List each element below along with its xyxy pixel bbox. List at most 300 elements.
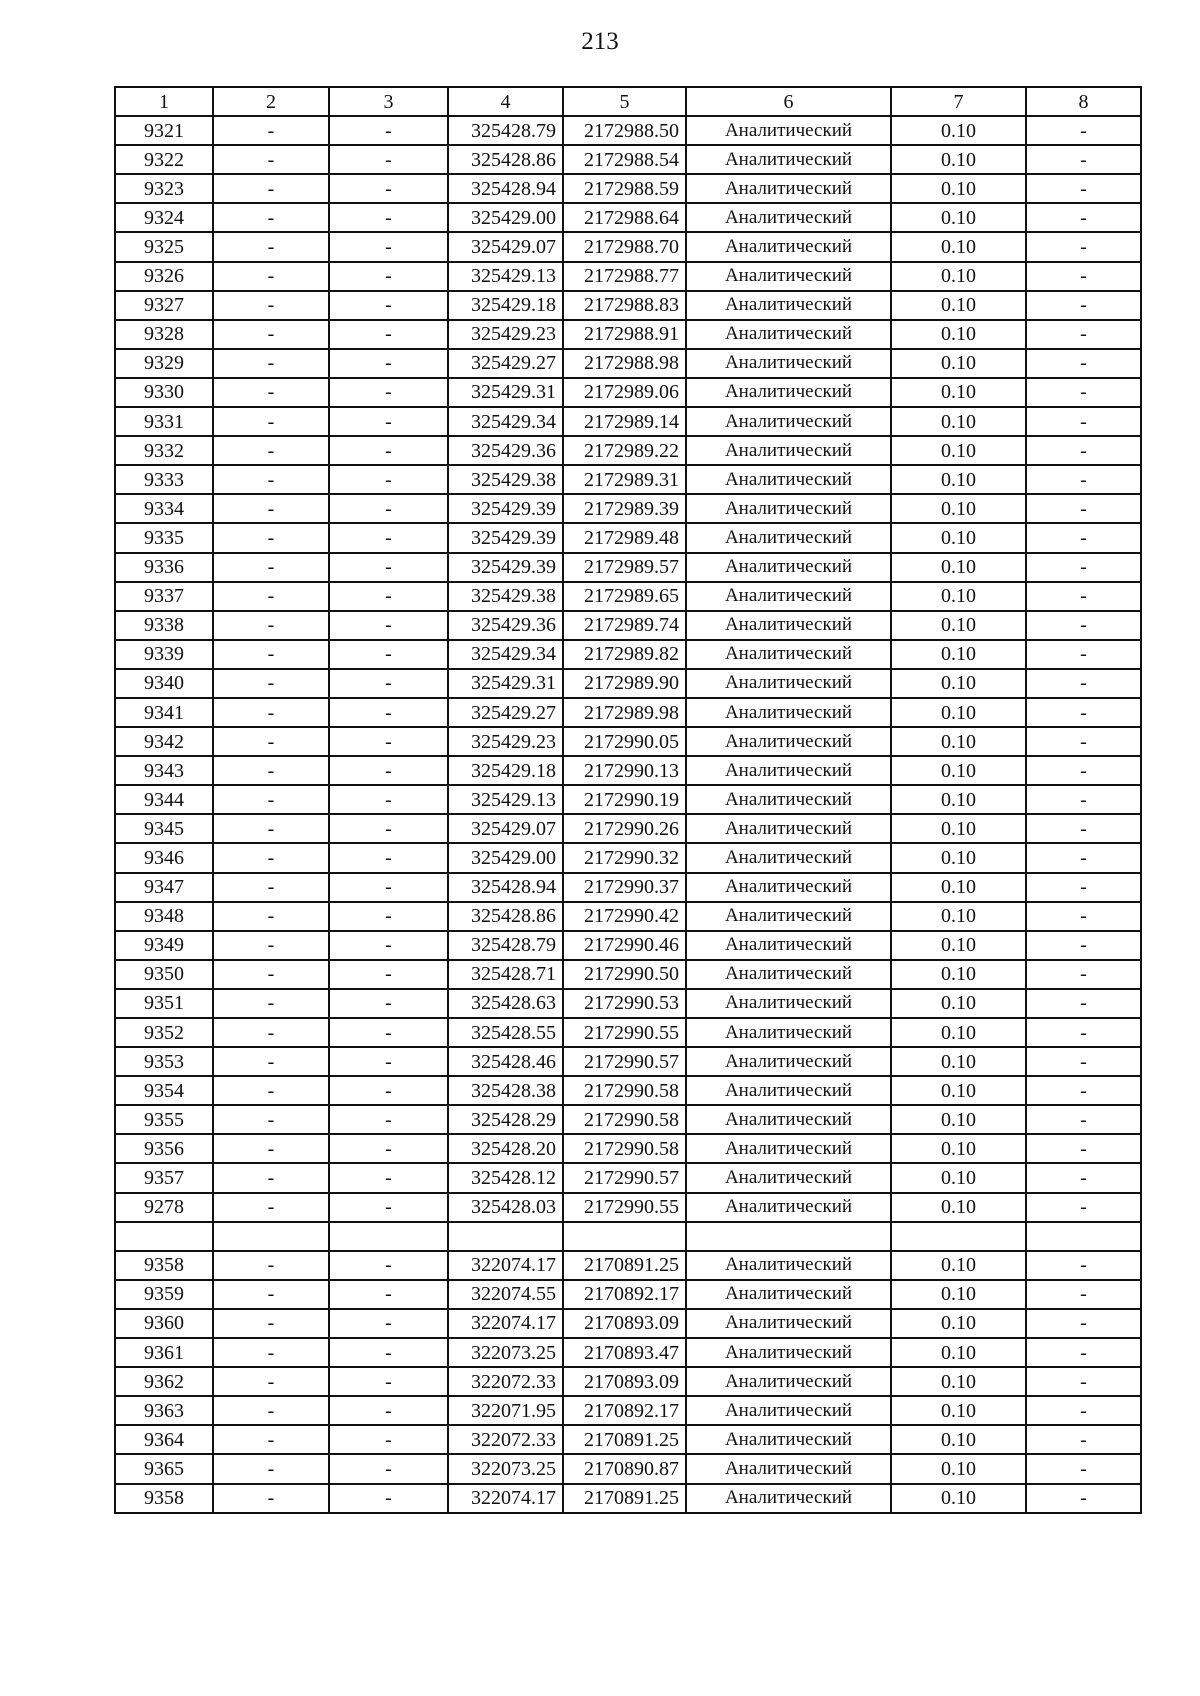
table-cell-col-2: - (213, 1367, 329, 1396)
table-cell-col-7: 0.10 (891, 1425, 1026, 1454)
table-cell-col-1: 9350 (115, 960, 213, 989)
table-cell-col-8: - (1026, 582, 1141, 611)
table-cell-col-4: 325428.29 (448, 1105, 563, 1134)
table-cell-col-5: 2172989.22 (563, 436, 686, 465)
table-cell-col-4: 325429.31 (448, 378, 563, 407)
table-cell-col-2: - (213, 1018, 329, 1047)
table-cell-col-6: Аналитический (686, 582, 891, 611)
table-row (115, 756, 1141, 785)
table-row (115, 582, 1141, 611)
table-row (115, 1163, 1141, 1192)
table-cell-col-5: 2172990.58 (563, 1076, 686, 1105)
table-cell-col-7: 0.10 (891, 1251, 1026, 1280)
table-row (115, 116, 1141, 145)
table-cell-col-5: 2170892.17 (563, 1396, 686, 1425)
table-row (115, 465, 1141, 494)
table-cell-col-8: - (1026, 902, 1141, 931)
table-row (115, 1076, 1141, 1105)
table-cell-col-8: - (1026, 523, 1141, 552)
table-cell-col-4: 325428.94 (448, 873, 563, 902)
table-cell-col-7: 0.10 (891, 436, 1026, 465)
table-cell-col-1: 9352 (115, 1018, 213, 1047)
table-cell-col-1: 9339 (115, 640, 213, 669)
table-cell-col-4: 325428.79 (448, 116, 563, 145)
table-row (115, 1047, 1141, 1076)
table-cell-col-2: - (213, 1105, 329, 1134)
column-header-3: 3 (329, 87, 448, 116)
table-cell-col-6: Аналитический (686, 873, 891, 902)
table-cell-col-3: - (329, 1396, 448, 1425)
table-row (115, 436, 1141, 465)
table-cell-col-2: - (213, 1251, 329, 1280)
table-cell-col-2: - (213, 1338, 329, 1367)
table-cell-col-2: - (213, 756, 329, 785)
table-cell-col-3: - (329, 785, 448, 814)
table-cell-col-2: - (213, 1454, 329, 1483)
table-cell-col-5: 2172989.57 (563, 553, 686, 582)
table-cell-col-5: 2172988.59 (563, 174, 686, 203)
table-cell-col-8: - (1026, 174, 1141, 203)
table-cell-col-7: 0.10 (891, 116, 1026, 145)
table-cell-col-5: 2170891.25 (563, 1484, 686, 1513)
table-cell-col-8: - (1026, 1338, 1141, 1367)
table-row (115, 931, 1141, 960)
table-cell-col-8: - (1026, 669, 1141, 698)
table-cell-col-4: 325429.36 (448, 611, 563, 640)
table-cell-col-6 (686, 1222, 891, 1251)
table-cell-col-3: - (329, 494, 448, 523)
table-cell-col-2: - (213, 1425, 329, 1454)
table-cell-col-4: 322074.17 (448, 1251, 563, 1280)
table-row (115, 698, 1141, 727)
table-cell-col-7: 0.10 (891, 291, 1026, 320)
table-cell-col-3: - (329, 1018, 448, 1047)
table-cell-col-4: 325429.23 (448, 727, 563, 756)
table-cell-col-2: - (213, 843, 329, 872)
table-cell-col-1: 9348 (115, 902, 213, 931)
table-cell-col-6: Аналитический (686, 145, 891, 174)
table-cell-col-3: - (329, 756, 448, 785)
table-cell-col-8: - (1026, 407, 1141, 436)
table-row (115, 843, 1141, 872)
table-cell-col-3: - (329, 523, 448, 552)
table-cell-col-1: 9328 (115, 320, 213, 349)
table-cell-col-1: 9323 (115, 174, 213, 203)
table-cell-col-3: - (329, 436, 448, 465)
table-cell-col-8: - (1026, 1105, 1141, 1134)
table-cell-col-4: 322072.33 (448, 1425, 563, 1454)
table-cell-col-2: - (213, 1134, 329, 1163)
table-cell-col-1: 9351 (115, 989, 213, 1018)
table-row (115, 553, 1141, 582)
table-cell-col-5 (563, 1222, 686, 1251)
table-cell-col-7: 0.10 (891, 669, 1026, 698)
table-cell-col-1: 9361 (115, 1338, 213, 1367)
table-cell-col-6: Аналитический (686, 611, 891, 640)
table-header-row (115, 87, 1141, 116)
table-row (115, 378, 1141, 407)
table-cell-col-8: - (1026, 232, 1141, 261)
table-cell-col-4: 325428.38 (448, 1076, 563, 1105)
table-cell-col-5: 2170893.09 (563, 1367, 686, 1396)
table-cell-col-1 (115, 1222, 213, 1251)
table-cell-col-2: - (213, 727, 329, 756)
table-cell-col-7: 0.10 (891, 232, 1026, 261)
table-cell-col-8: - (1026, 1484, 1141, 1513)
table-cell-col-3: - (329, 931, 448, 960)
table-cell-col-1: 9345 (115, 814, 213, 843)
table-cell-col-8: - (1026, 1367, 1141, 1396)
table-cell-col-8: - (1026, 756, 1141, 785)
table-cell-col-3: - (329, 1367, 448, 1396)
table-cell-col-8: - (1026, 814, 1141, 843)
table-cell-col-4: 325428.86 (448, 145, 563, 174)
table-cell-col-7: 0.10 (891, 1134, 1026, 1163)
table-cell-col-7: 0.10 (891, 553, 1026, 582)
table-row (115, 640, 1141, 669)
table-cell-col-1: 9322 (115, 145, 213, 174)
table-cell-col-6: Аналитический (686, 960, 891, 989)
table-cell-col-5: 2172990.58 (563, 1105, 686, 1134)
table-cell-col-7: 0.10 (891, 1047, 1026, 1076)
table-cell-col-1: 9329 (115, 349, 213, 378)
table-cell-col-4: 325428.86 (448, 902, 563, 931)
table-cell-col-2 (213, 1222, 329, 1251)
table-cell-col-7: 0.10 (891, 465, 1026, 494)
table-cell-col-6: Аналитический (686, 407, 891, 436)
table-cell-col-1: 9344 (115, 785, 213, 814)
table-cell-col-2: - (213, 873, 329, 902)
table-cell-col-2: - (213, 698, 329, 727)
table-row (115, 262, 1141, 291)
table-cell-col-6: Аналитический (686, 523, 891, 552)
table-cell-col-4: 325429.00 (448, 843, 563, 872)
table-cell-col-5: 2172989.82 (563, 640, 686, 669)
page-number: 213 (581, 28, 619, 55)
table-cell-col-3: - (329, 1193, 448, 1222)
table-cell-col-5: 2172990.55 (563, 1018, 686, 1047)
table-cell-col-5: 2172990.53 (563, 989, 686, 1018)
table-cell-col-4: 325428.20 (448, 1134, 563, 1163)
table-cell-col-4: 325429.36 (448, 436, 563, 465)
table-cell-col-7: 0.10 (891, 262, 1026, 291)
table-cell-col-4: 325429.39 (448, 523, 563, 552)
table-cell-col-2: - (213, 902, 329, 931)
table-row (115, 407, 1141, 436)
table-cell-col-4: 325429.38 (448, 465, 563, 494)
table-cell-col-2: - (213, 291, 329, 320)
table-cell-col-3: - (329, 1309, 448, 1338)
table-cell-col-1: 9278 (115, 1193, 213, 1222)
table-cell-col-8 (1026, 1222, 1141, 1251)
table-cell-col-5: 2172988.50 (563, 116, 686, 145)
table-cell-col-3: - (329, 1280, 448, 1309)
table-cell-col-3: - (329, 814, 448, 843)
table-cell-col-5: 2172988.70 (563, 232, 686, 261)
table-cell-col-2: - (213, 116, 329, 145)
table-cell-col-7: 0.10 (891, 582, 1026, 611)
table-row (115, 727, 1141, 756)
table-cell-col-5: 2170890.87 (563, 1454, 686, 1483)
table-cell-col-2: - (213, 465, 329, 494)
table-cell-col-6: Аналитический (686, 1454, 891, 1483)
table-cell-col-8: - (1026, 727, 1141, 756)
table-cell-col-3: - (329, 1163, 448, 1192)
table-row (115, 1425, 1141, 1454)
table-cell-col-1: 9357 (115, 1163, 213, 1192)
table-cell-col-7: 0.10 (891, 349, 1026, 378)
table-cell-col-1: 9346 (115, 843, 213, 872)
table-cell-col-5: 2170891.25 (563, 1425, 686, 1454)
table-cell-col-1: 9337 (115, 582, 213, 611)
table-cell-col-3: - (329, 843, 448, 872)
column-header-7: 7 (891, 87, 1026, 116)
table-cell-col-7: 0.10 (891, 611, 1026, 640)
table-row (115, 1134, 1141, 1163)
table-cell-col-3: - (329, 873, 448, 902)
table-cell-col-5: 2172990.57 (563, 1047, 686, 1076)
table-cell-col-6: Аналитический (686, 174, 891, 203)
table-cell-col-1: 9325 (115, 232, 213, 261)
table-cell-col-5: 2172990.57 (563, 1163, 686, 1192)
table-row (115, 669, 1141, 698)
table-cell-col-4: 325429.07 (448, 814, 563, 843)
table-cell-col-1: 9332 (115, 436, 213, 465)
column-header-1: 1 (115, 87, 213, 116)
table-cell-col-1: 9358 (115, 1484, 213, 1513)
table-cell-col-3: - (329, 1134, 448, 1163)
table-cell-col-7: 0.10 (891, 203, 1026, 232)
table-cell-col-8: - (1026, 1193, 1141, 1222)
table-row (115, 291, 1141, 320)
table-cell-col-2: - (213, 960, 329, 989)
table-cell-col-4: 322073.25 (448, 1338, 563, 1367)
table-row (115, 1396, 1141, 1425)
table-cell-col-7: 0.10 (891, 902, 1026, 931)
table-cell-col-5: 2172988.64 (563, 203, 686, 232)
table-cell-col-2: - (213, 494, 329, 523)
table-cell-col-5: 2170893.09 (563, 1309, 686, 1338)
table-cell-col-2: - (213, 1163, 329, 1192)
table-cell-col-5: 2172988.54 (563, 145, 686, 174)
table-cell-col-8: - (1026, 960, 1141, 989)
table-cell-col-4: 325428.46 (448, 1047, 563, 1076)
table-cell-col-5: 2172989.90 (563, 669, 686, 698)
table-cell-col-3: - (329, 1454, 448, 1483)
table-cell-col-7: 0.10 (891, 407, 1026, 436)
table-cell-col-1: 9336 (115, 553, 213, 582)
table-cell-col-2: - (213, 174, 329, 203)
table-cell-col-2: - (213, 349, 329, 378)
coordinates-table (114, 86, 1142, 1514)
table-row (115, 989, 1141, 1018)
table-cell-col-4: 322072.33 (448, 1367, 563, 1396)
table-cell-col-1: 9353 (115, 1047, 213, 1076)
table-cell-col-2: - (213, 378, 329, 407)
table-cell-col-3: - (329, 640, 448, 669)
table-cell-col-3: - (329, 174, 448, 203)
table-cell-col-3: - (329, 611, 448, 640)
table-cell-col-7: 0.10 (891, 843, 1026, 872)
table-cell-col-1: 9358 (115, 1251, 213, 1280)
table-cell-col-2: - (213, 262, 329, 291)
table-cell-col-1: 9342 (115, 727, 213, 756)
table-cell-col-2: - (213, 407, 329, 436)
table-cell-col-8: - (1026, 873, 1141, 902)
table-cell-col-1: 9359 (115, 1280, 213, 1309)
table-cell-col-5: 2172989.39 (563, 494, 686, 523)
table-row (115, 1338, 1141, 1367)
table-cell-col-6: Аналитический (686, 262, 891, 291)
table-cell-col-6: Аналитический (686, 814, 891, 843)
table-cell-col-4: 325429.13 (448, 262, 563, 291)
table-cell-col-2: - (213, 1309, 329, 1338)
table-cell-col-4: 325429.18 (448, 756, 563, 785)
column-header-6: 6 (686, 87, 891, 116)
table-cell-col-3: - (329, 989, 448, 1018)
table-cell-col-5: 2172990.26 (563, 814, 686, 843)
table-cell-col-8: - (1026, 203, 1141, 232)
table-cell-col-4: 325429.31 (448, 669, 563, 698)
table-cell-col-3: - (329, 1076, 448, 1105)
table-cell-col-3: - (329, 727, 448, 756)
table-cell-col-4: 322073.25 (448, 1454, 563, 1483)
table-cell-col-2: - (213, 553, 329, 582)
table-cell-col-4: 325428.12 (448, 1163, 563, 1192)
table-cell-col-2: - (213, 145, 329, 174)
table-cell-col-1: 9354 (115, 1076, 213, 1105)
table-cell-col-6: Аналитический (686, 1134, 891, 1163)
table-cell-col-5: 2172990.46 (563, 931, 686, 960)
table-cell-col-3: - (329, 669, 448, 698)
table-cell-col-7: 0.10 (891, 320, 1026, 349)
table-row (115, 203, 1141, 232)
table-cell-col-8: - (1026, 349, 1141, 378)
table-cell-col-4: 325429.27 (448, 349, 563, 378)
table-cell-col-8: - (1026, 116, 1141, 145)
table-cell-col-7: 0.10 (891, 1105, 1026, 1134)
table-cell-col-4: 325429.39 (448, 494, 563, 523)
table-cell-col-8: - (1026, 989, 1141, 1018)
table-cell-col-6: Аналитический (686, 232, 891, 261)
table-cell-col-7: 0.10 (891, 960, 1026, 989)
table-cell-col-8: - (1026, 262, 1141, 291)
table-cell-col-1: 9355 (115, 1105, 213, 1134)
table-cell-col-8: - (1026, 931, 1141, 960)
table-cell-col-1: 9330 (115, 378, 213, 407)
table-cell-col-5: 2172990.19 (563, 785, 686, 814)
table-cell-col-4: 325429.23 (448, 320, 563, 349)
table-row (115, 174, 1141, 203)
table-cell-col-4: 322071.95 (448, 1396, 563, 1425)
table-cell-col-7: 0.10 (891, 756, 1026, 785)
table-cell-col-3: - (329, 116, 448, 145)
table-cell-col-6: Аналитический (686, 727, 891, 756)
table-cell-col-4: 325428.63 (448, 989, 563, 1018)
table-cell-col-4: 325429.34 (448, 640, 563, 669)
table-cell-col-5: 2172990.55 (563, 1193, 686, 1222)
table-cell-col-7: 0.10 (891, 1367, 1026, 1396)
table-cell-col-2: - (213, 320, 329, 349)
table-cell-col-6: Аналитический (686, 931, 891, 960)
table-cell-col-6: Аналитический (686, 116, 891, 145)
table-cell-col-5: 2172990.37 (563, 873, 686, 902)
table-cell-col-8: - (1026, 611, 1141, 640)
table-row (115, 1105, 1141, 1134)
table-cell-col-7: 0.10 (891, 1280, 1026, 1309)
table-cell-col-7: 0.10 (891, 1018, 1026, 1047)
table-cell-col-8: - (1026, 1047, 1141, 1076)
table-cell-col-7: 0.10 (891, 523, 1026, 552)
table-row (115, 1454, 1141, 1483)
table-cell-col-7: 0.10 (891, 174, 1026, 203)
table-row (115, 145, 1141, 174)
table-cell-col-7: 0.10 (891, 145, 1026, 174)
table-cell-col-5: 2172988.83 (563, 291, 686, 320)
table-cell-col-4: 322074.55 (448, 1280, 563, 1309)
table-cell-col-4: 322074.17 (448, 1484, 563, 1513)
table-row (115, 873, 1141, 902)
table-cell-col-3: - (329, 349, 448, 378)
table-cell-col-7: 0.10 (891, 1396, 1026, 1425)
table-cell-col-1: 9327 (115, 291, 213, 320)
table-cell-col-1: 9334 (115, 494, 213, 523)
table-cell-col-7: 0.10 (891, 785, 1026, 814)
table-cell-col-6: Аналитический (686, 1018, 891, 1047)
table-cell-col-3: - (329, 203, 448, 232)
table-cell-col-8: - (1026, 785, 1141, 814)
table-cell-col-5: 2172990.05 (563, 727, 686, 756)
table-cell-col-2: - (213, 523, 329, 552)
table-cell-col-3: - (329, 262, 448, 291)
table-cell-col-4: 325429.07 (448, 232, 563, 261)
table-cell-col-2: - (213, 931, 329, 960)
table-cell-col-2: - (213, 1484, 329, 1513)
table-cell-col-1: 9331 (115, 407, 213, 436)
table-cell-col-4: 325428.79 (448, 931, 563, 960)
table-cell-col-7: 0.10 (891, 1076, 1026, 1105)
table-cell-col-2: - (213, 785, 329, 814)
table-cell-col-5: 2172988.98 (563, 349, 686, 378)
table-cell-col-2: - (213, 1280, 329, 1309)
table-cell-col-1: 9356 (115, 1134, 213, 1163)
table-cell-col-5: 2172990.50 (563, 960, 686, 989)
table-row (115, 611, 1141, 640)
table-cell-col-5: 2172989.74 (563, 611, 686, 640)
table-cell-col-5: 2172988.77 (563, 262, 686, 291)
table-cell-col-1: 9363 (115, 1396, 213, 1425)
table-cell-col-8: - (1026, 1396, 1141, 1425)
table-row (115, 1484, 1141, 1513)
table-cell-col-2: - (213, 640, 329, 669)
table-cell-col-3: - (329, 145, 448, 174)
table-cell-col-3 (329, 1222, 448, 1251)
table-cell-col-8: - (1026, 1251, 1141, 1280)
table-cell-col-7: 0.10 (891, 1454, 1026, 1483)
table-cell-col-7: 0.10 (891, 931, 1026, 960)
table-cell-col-6: Аналитический (686, 349, 891, 378)
table-cell-col-3: - (329, 320, 448, 349)
table-cell-col-3: - (329, 1047, 448, 1076)
table-cell-col-6: Аналитический (686, 843, 891, 872)
table-cell-col-1: 9340 (115, 669, 213, 698)
table-cell-col-7: 0.10 (891, 698, 1026, 727)
table-cell-col-1: 9335 (115, 523, 213, 552)
table-row (115, 814, 1141, 843)
table-cell-col-1: 9324 (115, 203, 213, 232)
table-cell-col-2: - (213, 203, 329, 232)
table-cell-col-3: - (329, 1484, 448, 1513)
